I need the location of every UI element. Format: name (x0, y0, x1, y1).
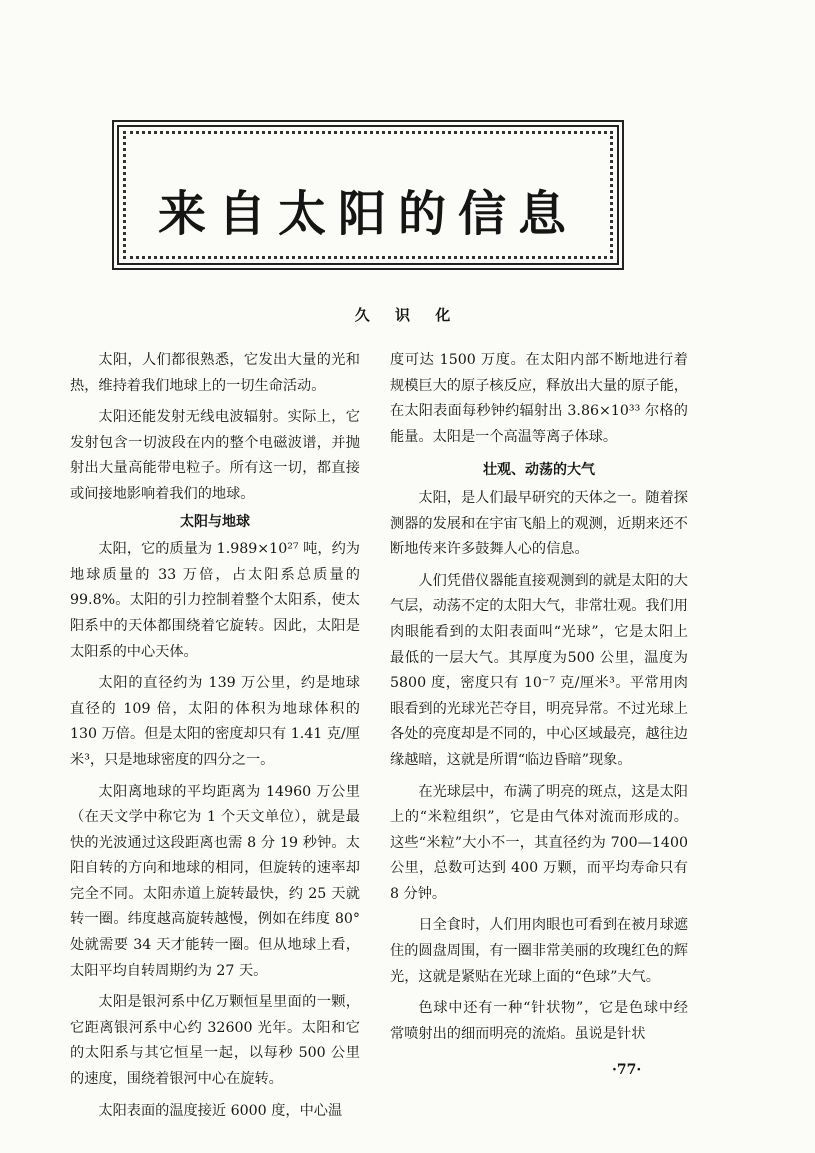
paragraph: 太阳，是人们最早研究的天体之一。随着探测器的发展和在宇宙飞船上的观测，近期来还不断地传来许多鼓舞人心的信息。 (390, 489, 688, 558)
right-column (390, 348, 688, 1047)
paragraph: 人们凭借仪器能直接观测到的就是太阳的大气层，动荡不定的太阳大气，非常壮观。我们用肉眼能看到的太阳表面叫“光球”，它是太阳上最低的一层大气。其厚度为500 公里，温度为 5800 度，密度只有 10⁻⁷ 克/厘米³。平常用肉眼看到的光球光芒夺目，明亮异常。不过光球上各处的亮度却是不同的，中心区域最亮，越往边缘越暗，这就是所谓“临边昏暗”现象。 (390, 572, 688, 768)
page-number: ·77· (612, 1062, 642, 1078)
section-heading: 太阳与地球 (180, 513, 250, 530)
paragraph: 在光球层中，布满了明亮的斑点，这是太阳上的“米粒组织”，它是由气体对流而形成的。这些“米粒”大小不一，其直径约为 700—1400 公里，总数可达到 400 万颗，而平均寿命只有 8 分钟。 (390, 783, 688, 902)
paragraph: 太阳离地球的平均距离为 14960 万公里（在天文学中称它为 1 个天文单位），就是最快的光波通过这段距离也需 8 分 19 秒钟。太阳自转的方向和地球的相同，但旋转的速率却完全不同。太阳赤道上旋转最快，约 25 天就转一圈。纬度越高旋转越慢，例如在纬度 80°处就需要 34 天才能转一圈。但从地球上看，太阳平均自转周期约为 27 天。 (70, 783, 360, 979)
author-name: 久 识 化 (354, 306, 461, 324)
paragraph: 太阳，人们都很熟悉，它发出大量的光和热，维持着我们地球上的一切生命活动。 (70, 352, 360, 394)
title-frame (112, 120, 624, 270)
paragraph: 太阳表面的温度接近 6000 度，中心温 (98, 1102, 343, 1119)
paragraph: 日全食时，人们用肉眼也可看到在被月球遮住的圆盘周围，有一圈非常美丽的玫瑰红色的辉光，这就是紧贴在光球上面的“色球”大气。 (390, 917, 688, 985)
paragraph: 度可达 1500 万度。在太阳内部不断地进行着规模巨大的原子核反应，释放出大量的原子能，在太阳表面每秒钟约辐射出 3.86×10³³ 尔格的能量。太阳是一个高温等离子体球。 (390, 352, 688, 445)
article-title: 来自太阳的信息 (157, 186, 578, 242)
section-heading: 壮观、动荡的大气 (483, 462, 595, 479)
left-column (70, 348, 360, 1124)
paragraph: 太阳，它的质量为 1.989×10²⁷ 吨，约为地球质量的 33 万倍，占太阳系总质量的 99.8%。太阳的引力控制着整个太阳系，使太阳系中的天体都围绕着它旋转。因此，太阳是太阳系的中心天体。 (70, 541, 360, 660)
paragraph: 太阳的直径约为 139 万公里，约是地球直径的 109 倍，太阳的体积为地球体积的 130 万倍。但是太阳的密度却只有 1.41 克/厘米³，只是地球密度的四分之一。 (70, 675, 360, 768)
paragraph: 色球中还有一种“针状物”，它是色球中经常喷射出的细而明亮的流焰。虽说是针状 (390, 1000, 688, 1042)
paragraph: 太阳是银河系中亿万颗恒星里面的一颗，它距离银河系中心约 32600 光年。太阳和它的太阳系与其它恒星一起，以每秒 500 公里的速度，围绕着银河中心在旋转。 (70, 994, 360, 1088)
paragraph: 太阳还能发射无线电波辐射。实际上，它发射包含一切波段在内的整个电磁波谱，并抛射出大量高能带电粒子。所有这一切，都直接或间接地影响着我们的地球。 (70, 409, 360, 502)
